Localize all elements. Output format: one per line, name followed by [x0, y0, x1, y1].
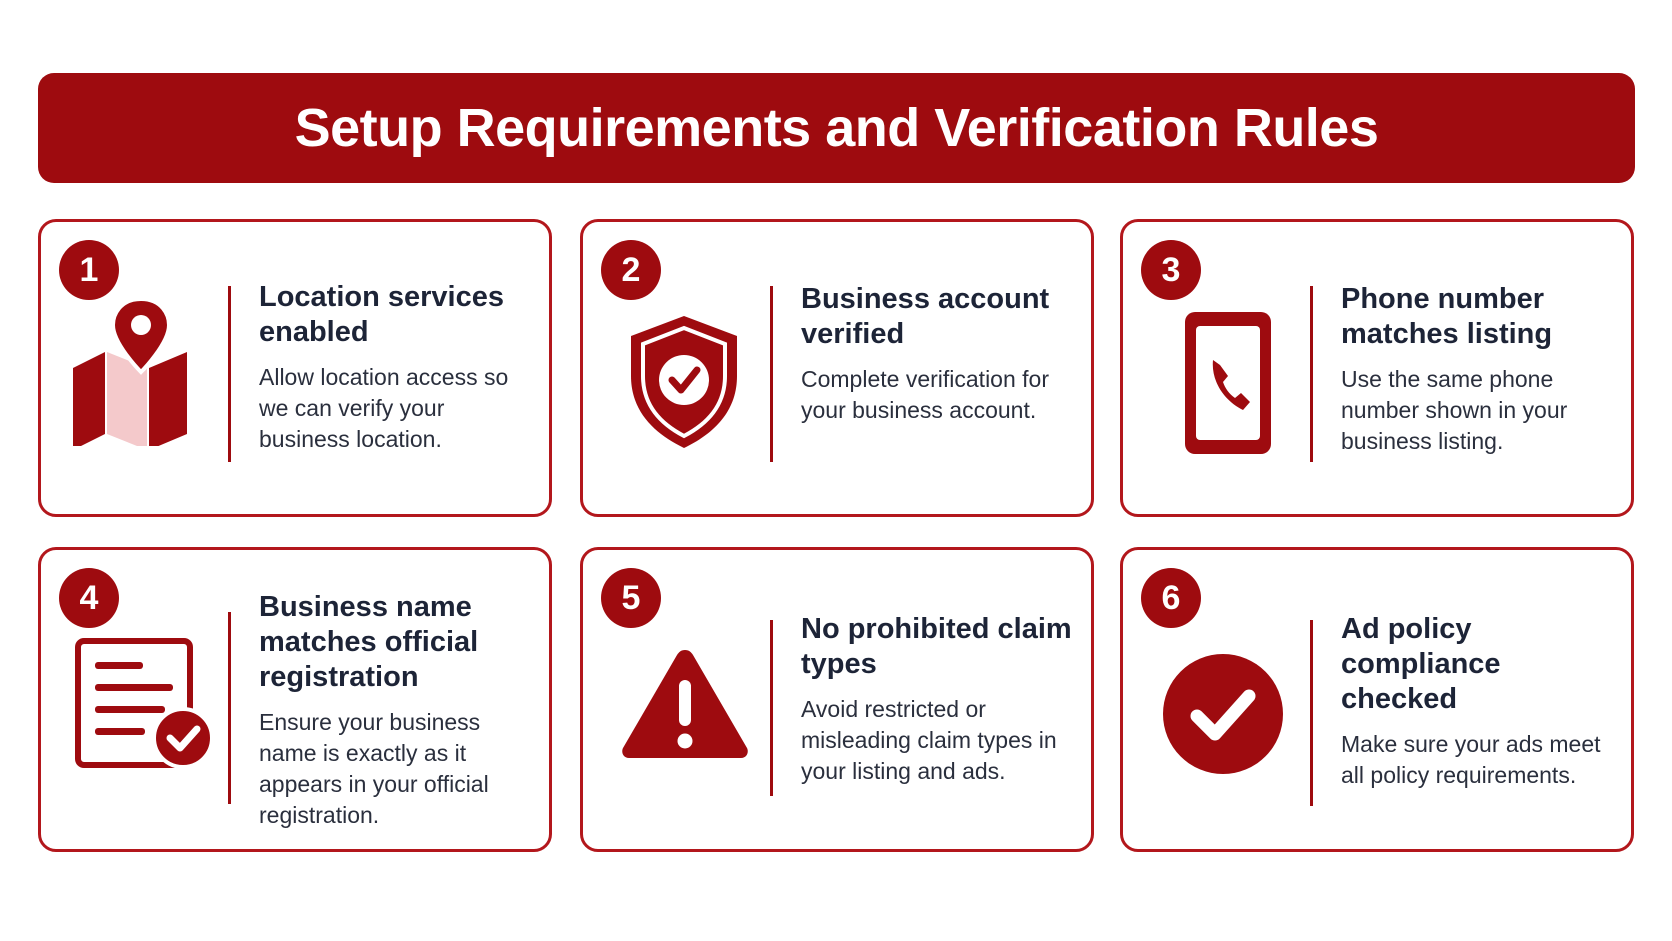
card-divider: [1310, 620, 1313, 806]
requirement-card-5: [580, 547, 1094, 852]
requirement-card-6: [1120, 547, 1634, 852]
step-number-badge: 3: [1141, 240, 1201, 300]
card-text: [259, 590, 535, 831]
card-divider: [770, 620, 773, 796]
step-number-badge: 6: [1141, 568, 1201, 628]
card-divider: [770, 286, 773, 462]
step-number-badge: 5: [601, 568, 661, 628]
card-divider: [228, 612, 231, 804]
card-text: [801, 612, 1077, 787]
card-title: Business account verified: [801, 283, 1050, 350]
card-divider: [1310, 286, 1313, 462]
step-number-badge: 4: [59, 568, 119, 628]
card-title: No prohibited claim types: [801, 613, 1072, 680]
card-description: Make sure your ads meet all policy requirements.: [1341, 731, 1601, 788]
document-check-icon: [75, 638, 213, 768]
card-description: Complete verification for your business account.: [801, 366, 1049, 423]
phone-icon: [1183, 310, 1273, 456]
card-description: Allow location access so we can verify your business location.: [259, 364, 509, 452]
header-banner: [38, 73, 1635, 183]
requirement-card-1: [38, 219, 552, 517]
card-text: [801, 282, 1077, 426]
warning-icon: [619, 644, 751, 762]
requirement-card-3: [1120, 219, 1634, 517]
step-number-badge: 1: [59, 240, 119, 300]
card-title: Ad policy compliance checked: [1341, 613, 1501, 715]
card-title: Location services enabled: [259, 281, 504, 348]
check-circle-icon: [1161, 652, 1285, 776]
card-title: Phone number matches listing: [1341, 283, 1553, 350]
card-text: [1341, 612, 1617, 791]
requirement-card-4: [38, 547, 552, 852]
card-description: Avoid restricted or misleading claim types in your listing and ads.: [801, 696, 1057, 784]
card-divider: [228, 286, 231, 462]
step-number-badge: 2: [601, 240, 661, 300]
requirement-card-2: [580, 219, 1094, 517]
page-title: Setup Requirements and Verification Rules: [294, 98, 1379, 158]
card-description: Ensure your business name is exactly as it appears in your official registration.: [259, 709, 489, 828]
card-text: [259, 280, 535, 455]
map-pin-icon: [71, 296, 201, 446]
card-text: [1341, 282, 1617, 457]
shield-check-icon: [627, 314, 741, 450]
card-title: Business name matches official registration: [259, 591, 479, 693]
card-description: Use the same phone number shown in your business listing.: [1341, 366, 1568, 454]
